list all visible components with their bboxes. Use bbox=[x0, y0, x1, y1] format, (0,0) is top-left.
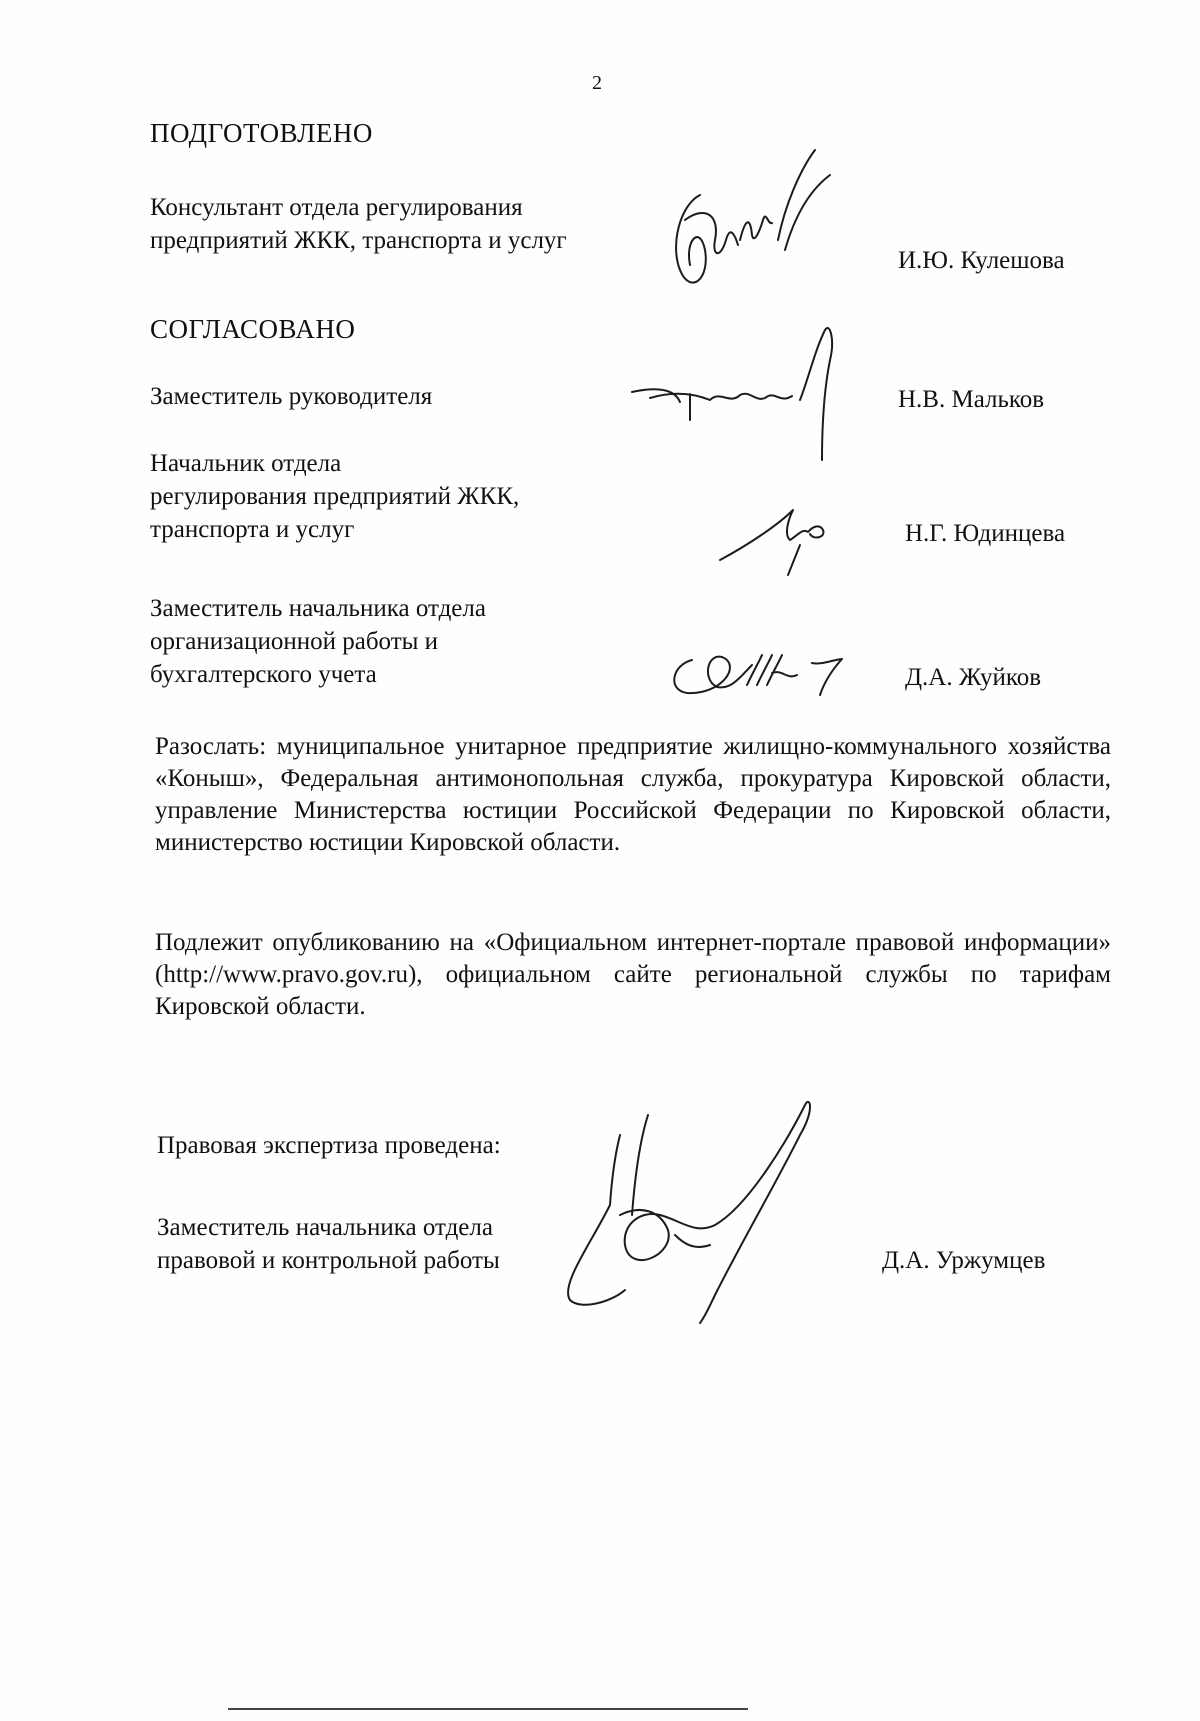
signer-position-line: Заместитель начальника отдела bbox=[150, 595, 486, 622]
legal-review-signer-name: Д.А. Уржумцев bbox=[882, 1247, 1046, 1274]
prepared-heading: ПОДГОТОВЛЕНО bbox=[150, 118, 373, 148]
footer-line bbox=[228, 1708, 748, 1710]
prepared-position-line: предприятий ЖКК, транспорта и услуг bbox=[150, 227, 567, 254]
signer-position-line: Заместитель руководителя bbox=[150, 383, 433, 410]
publication-text: Подлежит опубликованию на «Официальном интернет-портале правовой информации» (http://www.pravo.gov.ru), официальном сайте региональной службы по тарифам Кировской области. bbox=[155, 929, 1111, 1020]
legal-review-heading: Правовая экспертиза проведена: bbox=[157, 1132, 501, 1159]
signature-image bbox=[630, 320, 860, 470]
signer-name: Н.Г. Юдинцева bbox=[905, 520, 1066, 547]
distribution-text: Разослать: муниципальное унитарное предприятие жилищно-коммунального хозяйства «Коныш», Федеральная антимонопольная служба, прокуратура Кировской области, управление Министерства юстиции Российской Федерации по Кировской области, министерство юстиции Кировской области. bbox=[155, 733, 1111, 856]
page-number: 2 bbox=[592, 72, 602, 94]
signer-position-line: бухгалтерского учета bbox=[150, 661, 377, 688]
signer-name: Д.А. Жуйков bbox=[905, 664, 1042, 691]
signature-image bbox=[560, 1095, 890, 1325]
legal-review-position-line: Заместитель начальника отдела bbox=[157, 1214, 493, 1241]
signer-position-line: организационной работы и bbox=[150, 628, 439, 655]
signer-position-line: регулирования предприятий ЖКК, bbox=[150, 483, 520, 510]
legal-review-position-line: правовой и контрольной работы bbox=[157, 1247, 500, 1274]
signature-image bbox=[660, 145, 850, 305]
prepared-position-line: Консультант отдела регулирования bbox=[150, 194, 523, 221]
signer-position-line: Начальник отдела bbox=[150, 450, 342, 477]
signer-name: Н.В. Мальков bbox=[898, 386, 1045, 413]
prepared-signer-name: И.Ю. Кулешова bbox=[898, 247, 1065, 274]
signer-position-line: транспорта и услуг bbox=[150, 516, 355, 543]
agreed-heading: СОГЛАСОВАНО bbox=[150, 314, 356, 344]
signature-image bbox=[662, 645, 862, 705]
signature-image bbox=[718, 490, 838, 580]
